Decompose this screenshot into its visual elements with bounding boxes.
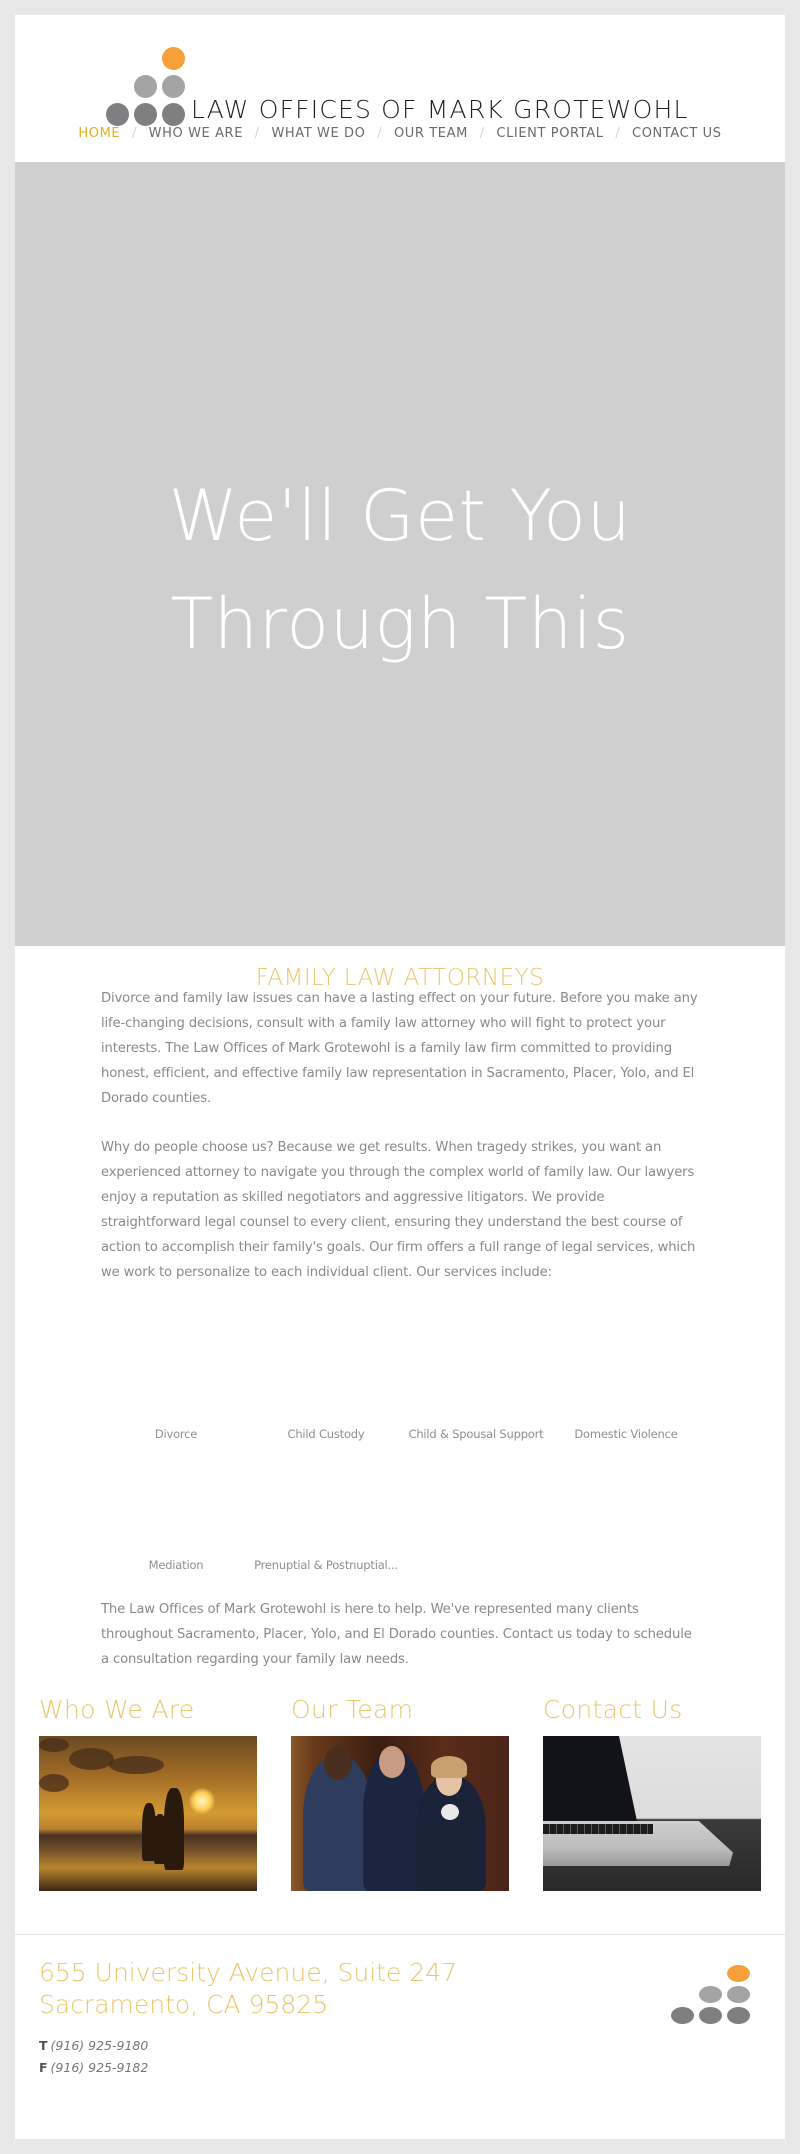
phone-link[interactable]: (916) 925-9180 [50, 2038, 149, 2053]
fax-number: (916) 925-9182 [50, 2060, 149, 2075]
service-label: Mediation [148, 1558, 204, 1572]
service-divorce[interactable] [101, 1305, 251, 1441]
service-label: Domestic Violence [574, 1427, 678, 1441]
service-image-placeholder [266, 1436, 386, 1536]
card-who-we-are[interactable] [39, 1695, 257, 1891]
section-heading-family-law: FAMILY LAW ATTORNEYS [255, 965, 545, 991]
nav-separator: / [131, 126, 137, 141]
nav-home[interactable]: HOME [78, 126, 121, 141]
intro-paragraph-2: Why do people choose us? Because we get results. When tragedy strikes, you want an experienced attorney to navigate you through the complex world of family law. Our lawyers enjoy a reputation as skilled negotiators and aggressive litigators. We provide straightforward legal counsel to every client, ensuring they understand the best course of action to accomplish their family's goals. Our firm offers a full range of legal services, which we work to personalize to each individual client. Our services include: [101, 1140, 696, 1280]
footer-divider [15, 1934, 785, 1935]
main-nav [15, 126, 785, 141]
nav-client-portal[interactable]: CLIENT PORTAL [496, 126, 604, 141]
hero-banner [15, 162, 785, 946]
footer-phones [39, 2035, 148, 2079]
nav-separator: / [377, 126, 383, 141]
page-container [15, 15, 785, 2139]
family-sunset-image [39, 1736, 257, 1891]
nav-our-team[interactable]: OUR TEAM [393, 126, 468, 141]
service-mediation[interactable] [101, 1436, 251, 1572]
fax-row [39, 2057, 148, 2079]
hero-title-line-2: Through This [170, 583, 630, 665]
nav-separator: / [254, 126, 260, 141]
card-contact-us[interactable] [543, 1695, 761, 1891]
card-title: Who We Are [39, 1695, 195, 1724]
team-photo-image [291, 1736, 509, 1891]
service-image-placeholder [116, 1305, 236, 1405]
nav-who-we-are[interactable]: WHO WE ARE [148, 126, 244, 141]
address-line-1: 655 University Avenue, Suite 247 [39, 1958, 458, 1987]
nav-separator: / [479, 126, 485, 141]
address-line-2: Sacramento, CA 95825 [39, 1990, 329, 2019]
nav-contact-us[interactable]: CONTACT US [632, 126, 722, 141]
footer-address [39, 1957, 457, 2021]
fax-label: F [39, 2060, 48, 2075]
service-prenuptial-postnuptial[interactable] [251, 1436, 401, 1572]
intro-paragraph-1: Divorce and family law issues can have a lasting effect on your future. Before you make any life-changing decisions, consult with a family law attorney who will fight to protect your interests. The Law Offices of Mark Grotewohl is a family law firm committed to providing honest, efficient, and effective family law representation in Sacramento, Placer, Yolo, and El Dorado counties. [101, 991, 698, 1106]
service-label: Child Custody [287, 1427, 365, 1441]
service-image-placeholder [566, 1305, 686, 1405]
site-logo-link[interactable] [106, 33, 726, 133]
service-label: Child & Spousal Support [408, 1427, 544, 1441]
nav-what-we-do[interactable]: WHAT WE DO [271, 126, 366, 141]
service-child-spousal-support[interactable] [401, 1305, 551, 1441]
card-our-team[interactable] [291, 1695, 509, 1891]
hero-title [15, 462, 785, 678]
phone-row [39, 2035, 148, 2057]
site-header [15, 15, 785, 162]
nav-separator: / [615, 126, 621, 141]
hero-title-line-1: We'll Get You [168, 475, 632, 557]
service-image-placeholder [266, 1305, 386, 1405]
service-domestic-violence[interactable] [551, 1305, 701, 1441]
service-child-custody[interactable] [251, 1305, 401, 1441]
services-row [101, 1305, 701, 1441]
footer-logo-dots-icon [671, 1965, 751, 2035]
site-name: LAW OFFICES OF MARK GROTEWOHL [191, 95, 689, 124]
logo-dots-icon [106, 33, 186, 133]
services-row [101, 1436, 701, 1572]
closing-paragraph: The Law Offices of Mark Grotewohl is here to help. We've represented many clients throughout Sacramento, Placer, Yolo, and El Dorado counties. Contact us today to schedule a consultation regarding your family law needs. [101, 1602, 692, 1667]
service-image-placeholder [116, 1436, 236, 1536]
services-grid [101, 1305, 701, 1572]
laptop-image [543, 1736, 761, 1891]
phone-label: T [39, 2038, 48, 2053]
service-label: Prenuptial & Postnuptial... [254, 1558, 398, 1572]
card-title: Our Team [291, 1695, 414, 1724]
service-label: Divorce [154, 1427, 198, 1441]
service-image-placeholder [416, 1305, 536, 1405]
feature-cards [39, 1695, 761, 1891]
card-title: Contact Us [543, 1695, 683, 1724]
